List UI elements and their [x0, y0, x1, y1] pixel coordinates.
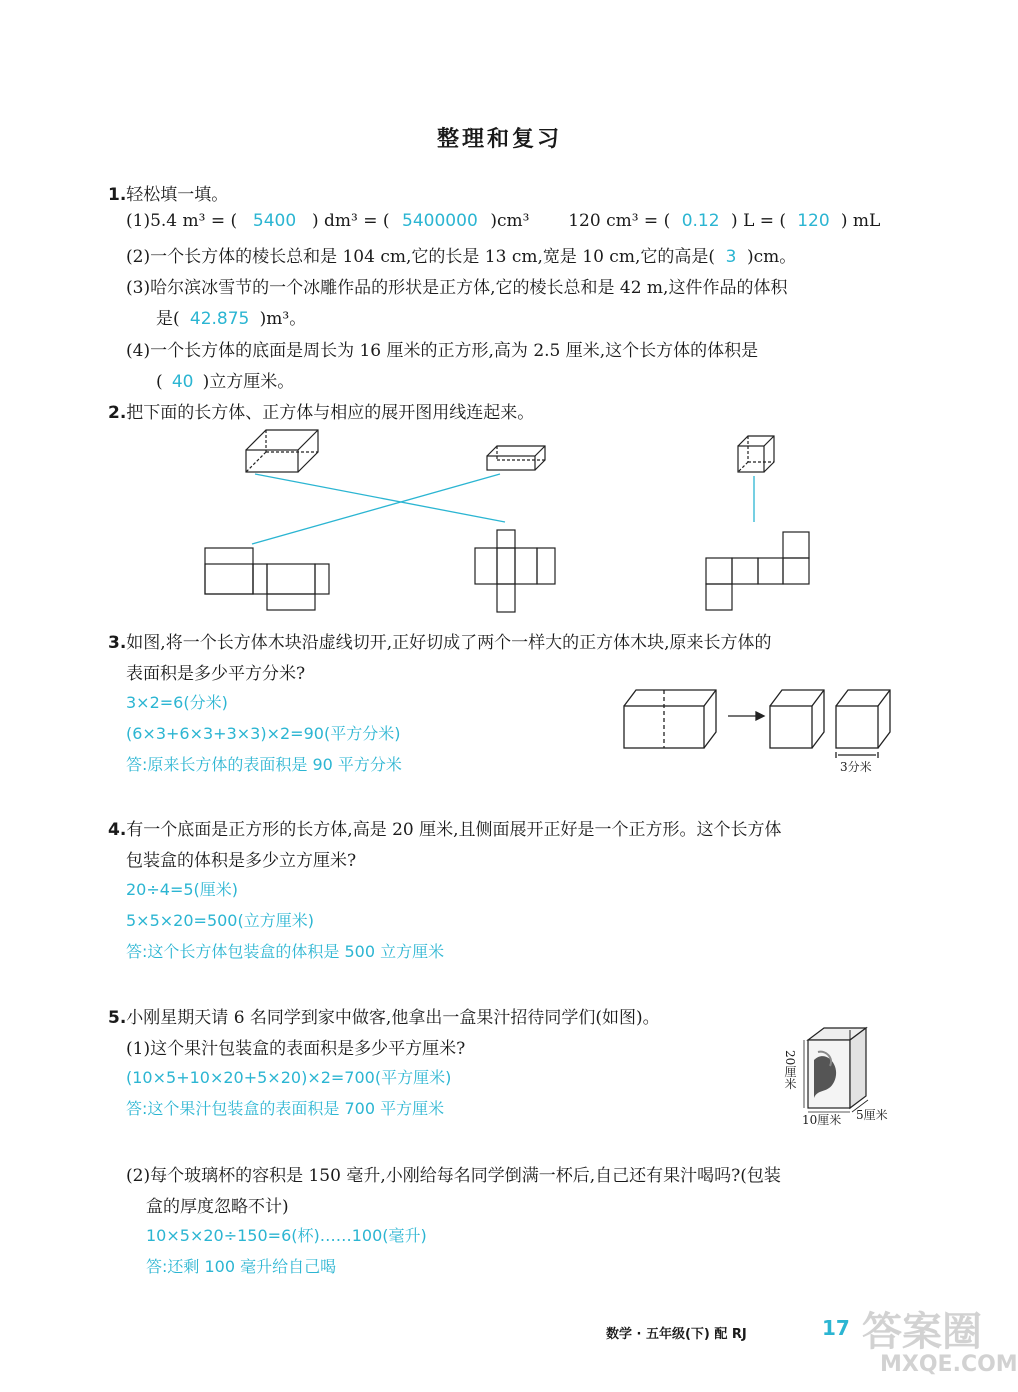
cuboid-flat-figure	[487, 446, 545, 470]
answer-blank: 0.12	[681, 211, 720, 231]
question-number: 5.	[108, 1008, 127, 1028]
cube-figure	[738, 436, 774, 472]
answer-line: 答:这个长方体包装盒的体积是 500 立方厘米	[126, 942, 445, 961]
question-5	[108, 1003, 660, 1028]
connect-line	[255, 474, 505, 522]
watermark-logo: 答案圈	[862, 1309, 982, 1355]
dimension-label-length: 10厘米	[802, 1113, 842, 1127]
answer-blank: 5400000	[402, 211, 478, 231]
q3-figure	[624, 690, 890, 758]
q1-part-4-line1: (4)一个长方体的底面是周长为 16 厘米的正方形,高为 2.5 厘米,这个长方体的体积是	[126, 341, 759, 361]
page-number: 17	[822, 1316, 850, 1340]
answer-blank: 3	[725, 247, 737, 267]
net-1-figure	[205, 548, 329, 610]
question-number: 3.	[108, 633, 127, 653]
dimension-label-height: 20厘米	[783, 1050, 797, 1090]
question-text: 小刚星期天请 6 名同学到家中做客,他拿出一盒果汁招待同学们(如图)。	[126, 1008, 660, 1028]
answer-line: 3×2=6(分米)	[126, 693, 228, 712]
question-4	[108, 815, 782, 840]
juice-box-figure	[804, 1028, 868, 1112]
question-text: 如图,将一个长方体木块沿虚线切开,正好切成了两个一样大的正方体木块,原来长方体的	[126, 633, 772, 653]
question-4-line2: 包装盒的体积是多少立方厘米?	[126, 851, 357, 871]
answer-line: (6×3+6×3+3×3)×2=90(平方分米)	[126, 724, 401, 743]
q1-part-2: (2)一个长方体的棱长总和是 104 cm,它的长是 13 cm,宽是 10 cm,它的高是( 3 )cm。	[126, 247, 797, 267]
q1-part-1: (1)5.4 m³ = ( 5400 ) dm³ = ( 5400000 )cm³ 120 cm³ = ( 0.12 ) L = ( 120 ) mL	[126, 211, 881, 231]
page-title: 整理和复习	[437, 127, 563, 152]
answer-line: (10×5+10×20+5×20)×2=700(平方厘米)	[126, 1068, 452, 1087]
answer-blank: 120	[797, 211, 830, 231]
question-3-line2: 表面积是多少平方分米?	[126, 664, 306, 684]
answer-blank: 5400	[252, 211, 297, 231]
cuboid-long-figure	[246, 430, 318, 472]
q1-part-3-line1: (3)哈尔滨冰雪节的一个冰雕作品的形状是正方体,它的棱长总和是 42 m,这件作品的体积	[126, 278, 788, 298]
question-text: 轻松填一填。	[126, 185, 229, 205]
q1-part-3-line2: 是( 42.875 )m³。	[156, 309, 307, 329]
q5-sub-1: (1)这个果汁包装盒的表面积是多少平方厘米?	[126, 1039, 466, 1059]
question-text: 把下面的长方体、正方体与相应的展开图用线连起来。	[126, 403, 535, 423]
answer-line: 答:这个果汁包装盒的表面积是 700 平方厘米	[126, 1099, 445, 1118]
net-2-figure	[475, 530, 555, 612]
question-number: 4.	[108, 820, 127, 840]
answer-line: 20÷4=5(厘米)	[126, 880, 239, 899]
q5-sub-2-line2: 盒的厚度忽略不计)	[146, 1197, 289, 1217]
answer-blank: 42.875	[189, 309, 250, 329]
q5-sub-2-line1: (2)每个玻璃杯的容积是 150 毫升,小刚给每名同学倒满一杯后,自己还有果汁喝吗?(包装	[126, 1166, 781, 1186]
answer-line: 答:原来长方体的表面积是 90 平方分米	[126, 755, 402, 774]
answer-line: 5×5×20=500(立方厘米)	[126, 911, 314, 930]
question-3	[108, 628, 772, 653]
answer-line: 10×5×20÷150=6(杯)……100(毫升)	[146, 1226, 427, 1245]
footer-text: 数学 · 五年级(下) 配 RJ	[606, 1327, 747, 1342]
question-number: 1.	[108, 185, 127, 205]
net-3-figure	[706, 532, 809, 610]
dimension-label: 3分米	[840, 760, 872, 774]
dimension-label-width: 5厘米	[856, 1108, 888, 1122]
watermark-url: MXQE.COM	[880, 1352, 1018, 1377]
question-text: 有一个底面是正方形的长方体,高是 20 厘米,且侧面展开正好是一个正方形。这个长方体	[126, 820, 782, 840]
question-number: 2.	[108, 403, 127, 423]
answer-line: 答:还剩 100 毫升给自己喝	[146, 1257, 337, 1276]
q1-part-4-line2: ( 40 )立方厘米。	[156, 372, 295, 392]
answer-blank: 40	[171, 372, 194, 392]
connect-line	[252, 474, 500, 544]
